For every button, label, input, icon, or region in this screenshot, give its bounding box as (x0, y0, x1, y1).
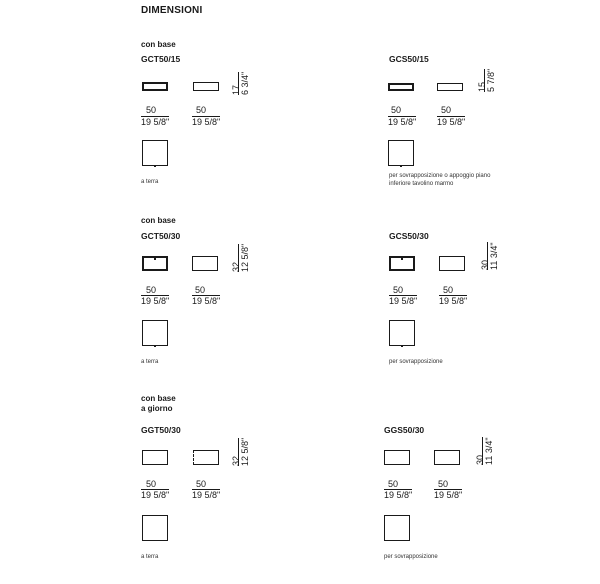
depth-inches: 19 5/8" (434, 490, 463, 500)
product-code-gct50-30: GCT50/30 (141, 231, 181, 241)
depth-inches: 19 5/8" (192, 296, 221, 306)
height-inches: 11 3/4" (484, 437, 494, 465)
placement-note: per sovrapposizione o appoggio piano inferiore tavolino marmo (389, 173, 491, 187)
top-view-drawing (142, 140, 168, 166)
page-title: DIMENSIONI (141, 5, 203, 16)
front-view-drawing (142, 82, 168, 91)
height-dimension (476, 437, 494, 465)
depth-inches: 19 5/8" (439, 296, 468, 306)
depth-inches: 19 5/8" (437, 117, 466, 127)
height-dimension (232, 438, 250, 466)
width-inches: 19 5/8" (384, 490, 413, 500)
section-2-label: con base (141, 216, 176, 225)
depth-inches: 19 5/8" (192, 490, 221, 500)
side-view-drawing (439, 256, 465, 271)
depth-mm: 50 (441, 105, 452, 115)
depth-mm: 50 (438, 479, 449, 489)
height-mm: 32 (231, 261, 241, 272)
height-mm: 30 (475, 454, 485, 465)
placement-note: a terra (141, 179, 159, 185)
placement-note: per sovrapposizione (389, 359, 443, 365)
depth-mm: 50 (196, 479, 207, 489)
height-dimension (478, 69, 496, 92)
width-inches: 19 5/8" (389, 296, 418, 306)
section-3-label-line-1: con base (141, 394, 176, 403)
front-view-drawing (142, 450, 168, 465)
depth-mm: 50 (195, 285, 206, 295)
width-mm: 50 (393, 285, 404, 295)
top-view-drawing (142, 515, 168, 541)
width-inches: 19 5/8" (141, 117, 170, 127)
side-view-drawing (193, 82, 219, 91)
width-mm: 50 (391, 105, 402, 115)
side-view-drawing (193, 450, 219, 465)
top-view-drawing (389, 320, 415, 346)
height-inches: 12 5/8" (240, 437, 250, 466)
side-view-drawing (434, 450, 460, 465)
height-mm: 30 (480, 259, 490, 270)
product-code-ggt50-30: GGT50/30 (141, 425, 181, 435)
width-mm: 50 (146, 285, 157, 295)
depth-inches: 19 5/8" (192, 117, 221, 127)
width-inches: 19 5/8" (141, 490, 170, 500)
depth-mm: 50 (196, 105, 207, 115)
front-view-drawing (388, 83, 414, 91)
side-view-drawing (437, 83, 463, 91)
side-view-drawing (192, 256, 218, 271)
product-code-gcs50-15: GCS50/15 (389, 54, 429, 64)
height-dimension (232, 244, 250, 272)
width-inches: 19 5/8" (141, 296, 170, 306)
height-mm: 32 (231, 455, 241, 466)
product-code-gcs50-30: GCS50/30 (389, 231, 429, 241)
top-view-drawing (384, 515, 410, 541)
height-mm: 15 (477, 81, 487, 92)
depth-mm: 50 (443, 285, 454, 295)
front-view-drawing (384, 450, 410, 465)
product-code-gct50-15: GCT50/15 (141, 54, 181, 64)
top-view-drawing (388, 140, 414, 166)
section-1-label: con base (141, 40, 176, 49)
width-inches: 19 5/8" (388, 117, 417, 127)
height-dimension (232, 72, 250, 95)
height-inches: 6 3/4" (240, 71, 250, 95)
product-code-ggs50-30: GGS50/30 (384, 425, 425, 435)
width-mm: 50 (146, 479, 157, 489)
height-dimension (481, 242, 499, 270)
height-inches: 11 3/4" (489, 242, 499, 270)
top-view-drawing (142, 320, 168, 346)
placement-note: a terra (141, 554, 159, 560)
placement-note: a terra (141, 359, 159, 365)
front-view-drawing (389, 256, 415, 271)
placement-note: per sovrapposizione (384, 554, 438, 560)
section-3-label-line-2: a giorno (141, 404, 173, 413)
height-inches: 5 7/8" (486, 68, 496, 92)
width-mm: 50 (388, 479, 399, 489)
front-view-drawing (142, 256, 168, 271)
height-inches: 12 5/8" (240, 243, 250, 272)
height-mm: 17 (231, 84, 241, 95)
width-mm: 50 (146, 105, 157, 115)
